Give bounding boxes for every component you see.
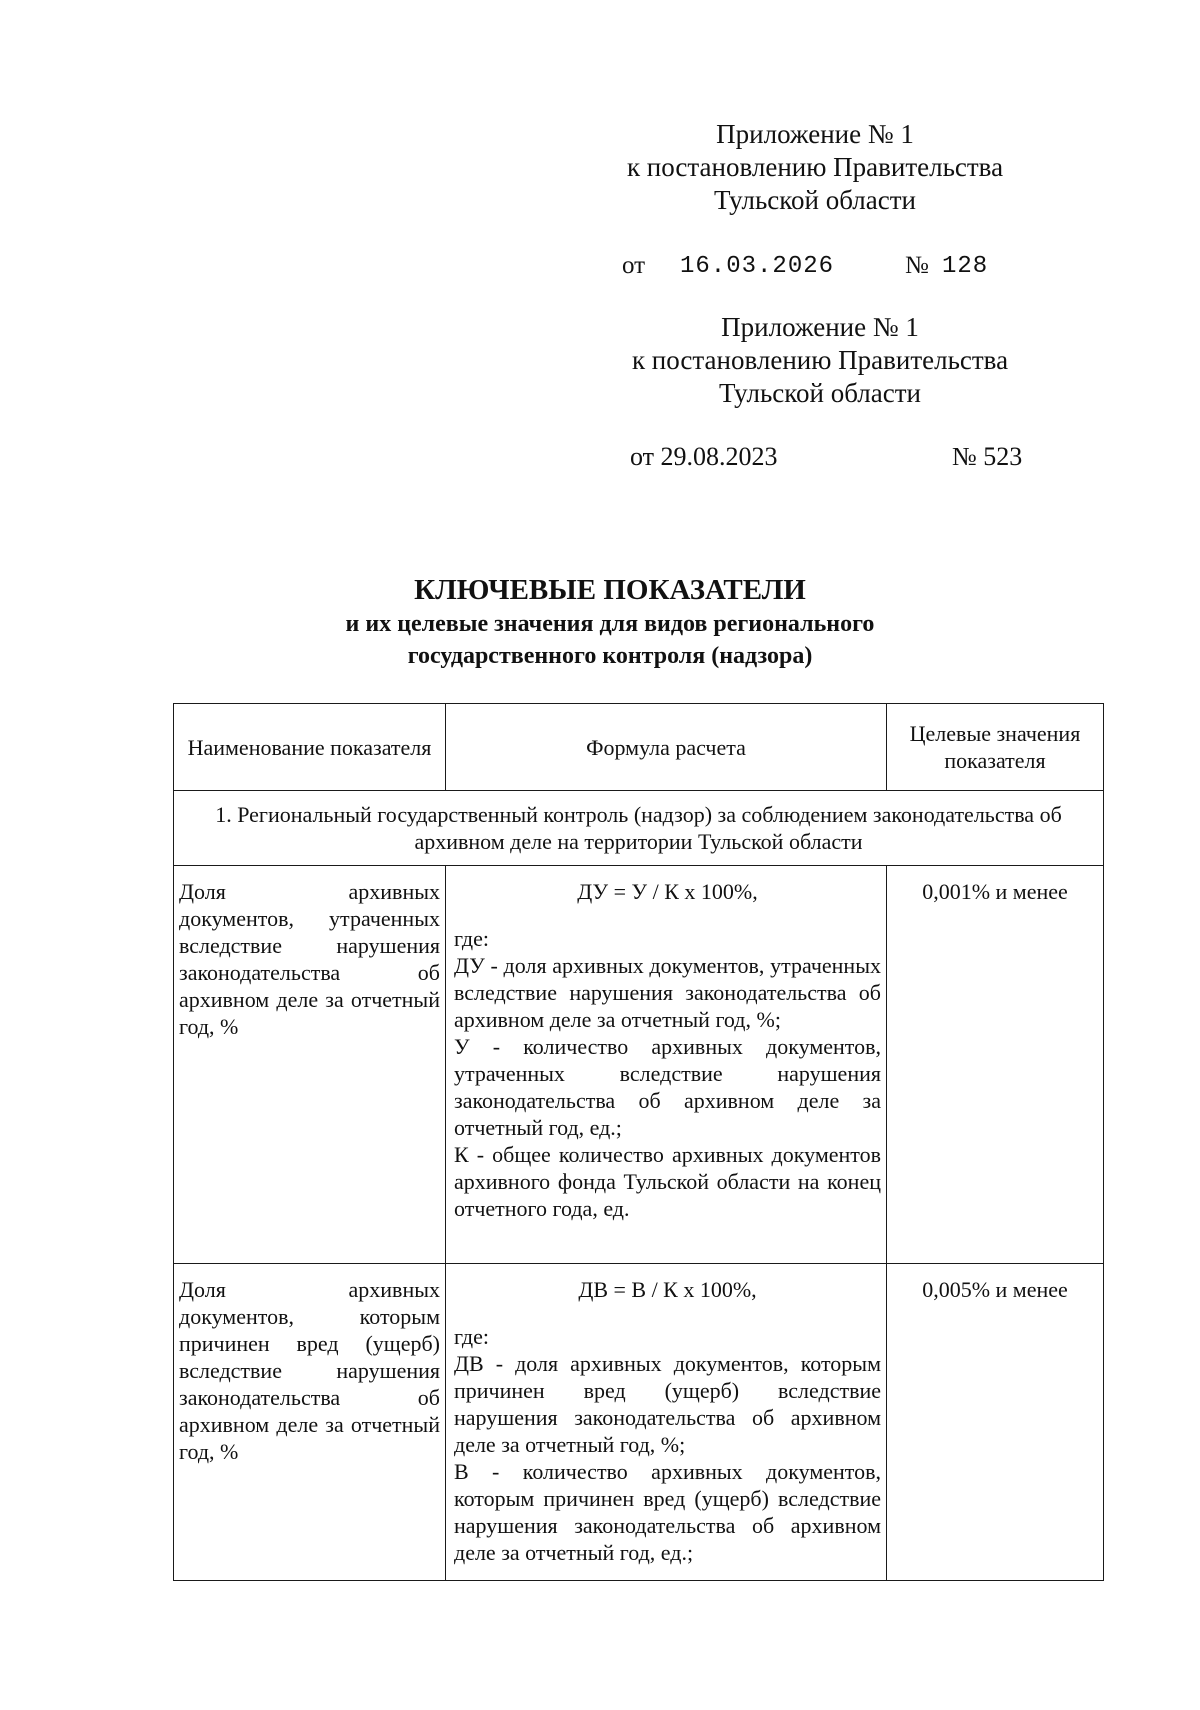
appendix-header-previous: [600, 311, 1040, 410]
formula: ДВ = В / К x 100%,: [578, 1277, 757, 1302]
decree-reference: к постановлению Правительства: [631, 345, 1009, 375]
title-subtitle-2: государственного контроля (надзора): [407, 643, 813, 669]
appendix-header-current: [600, 118, 1030, 217]
region-name: Тульской области: [719, 378, 921, 408]
formula-definition: У - количество архивных документов, утраченных вследствие нарушения законодательства об архивном деле за отчетный год, ед.;: [454, 1034, 881, 1140]
formula-where: где:: [454, 926, 489, 951]
indicators-table: [173, 703, 1104, 1581]
previous-decree-date: от 29.08.2023: [630, 442, 778, 471]
table-row: [174, 1264, 1104, 1581]
table-row: [174, 866, 1104, 1264]
column-header-target: Целевые значения показателя: [887, 704, 1104, 791]
target-value: 0,001% и менее: [887, 866, 1104, 1264]
formula: ДУ = У / К x 100%,: [577, 879, 758, 904]
title-subtitle-1: и их целевые значения для видов регионального: [345, 611, 875, 637]
column-header-formula: Формула расчета: [446, 704, 887, 791]
appendix-label: Приложение № 1: [721, 312, 919, 342]
previous-decree-number: № 523: [952, 442, 1023, 471]
region-name: Тульской области: [714, 185, 916, 215]
decree-reference: к постановлению Правительства: [626, 152, 1004, 182]
decree-date: 16.03.2026: [680, 253, 835, 280]
date-prefix: от: [622, 252, 646, 279]
title-main: КЛЮЧЕВЫЕ ПОКАЗАТЕЛИ: [414, 574, 806, 606]
formula-cell: [446, 1264, 887, 1581]
formula-definition: К - общее количество архивных документов архивного фонда Тульской области на конец отчетного года, ед.: [454, 1142, 881, 1221]
number-prefix: №: [905, 252, 929, 279]
formula-definition: ДВ - доля архивных документов, которым причинен вред (ущерб) вследствие нарушения законодательства об архивном деле за отчетный год, %;: [454, 1351, 881, 1457]
formula-definition: ДУ - доля архивных документов, утраченных вследствие нарушения законодательства об архивном деле за отчетный год, %;: [454, 953, 881, 1032]
formula-where: где:: [454, 1324, 489, 1349]
indicator-name: Доля архивных документов, которым причинен вред (ущерб) вследствие нарушения законодательства об архивном деле за отчетный год, %: [174, 1264, 446, 1581]
decree-number: 128: [942, 253, 989, 280]
indicator-name: Доля архивных документов, утраченных вследствие нарушения законодательства об архивном деле за отчетный год, %: [174, 866, 446, 1264]
appendix-label: Приложение № 1: [716, 119, 914, 149]
column-header-name: Наименование показателя: [174, 704, 446, 791]
target-value: 0,005% и менее: [887, 1264, 1104, 1581]
section-title: 1. Региональный государственный контроль (надзор) за соблюдением законодательства об архивном деле на территории Тульской области: [174, 791, 1104, 866]
formula-cell: [446, 866, 887, 1264]
table-header-row: [174, 704, 1104, 791]
document-title: [160, 572, 1060, 672]
formula-definition: В - количество архивных документов, которым причинен вред (ущерб) вследствие нарушения законодательства об архивном деле за отчетный год, ед.;: [454, 1459, 881, 1565]
section-row: [174, 791, 1104, 866]
